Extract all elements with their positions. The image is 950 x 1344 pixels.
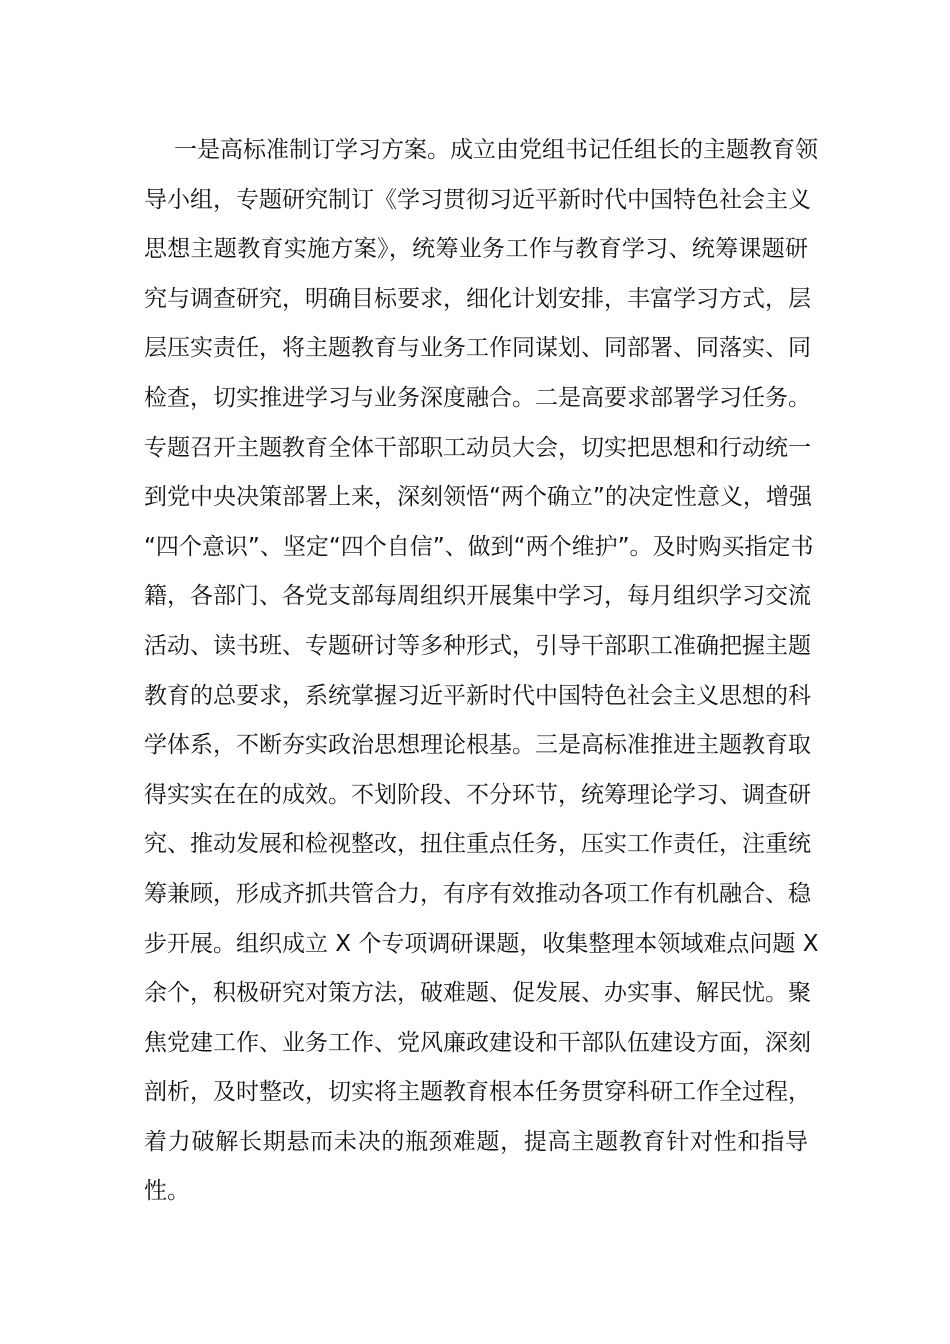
paragraph-line: 思想主题教育实施方案》，统筹业务工作与教育学习、统筹课题研 <box>144 236 808 263</box>
paragraph-line: 焦党建工作、业务工作、党风廉政建设和干部队伍建设方面，深刻 <box>144 1029 811 1056</box>
paragraph-line: 检查，切实推进学习与业务深度融合。二是高要求部署学习任务。 <box>144 384 811 411</box>
paragraph-line: 活动、读书班、专题研讨等多种形式，引导干部职工准确把握主题 <box>144 632 811 659</box>
paragraph-line: 到党中央决策部署上来，深刻领悟“两个确立”的决定性意义，增强 <box>144 484 812 511</box>
paragraph-line: “四个意识”、坚定“四个自信”、做到“两个维护”。及时购买指定书 <box>144 533 814 560</box>
paragraph-line: 教育的总要求，系统掌握习近平新时代中国特色社会主义思想的科 <box>144 682 811 709</box>
paragraph-line: 导小组，专题研究制订《学习贯彻习近平新时代中国特色社会主义 <box>144 186 811 213</box>
paragraph-line: 专题召开主题教育全体干部职工动员大会，切实把思想和行动统一 <box>144 434 811 461</box>
paragraph-line: 得实实在在的成效。不划阶段、不分环节，统筹理论学习、调查研 <box>144 781 811 808</box>
paragraph-line: 究、推动发展和检视整改，扭住重点任务，压实工作责任，注重统 <box>144 831 811 858</box>
paragraph-line: 究与调查研究，明确目标要求，细化计划安排，丰富学习方式，层 <box>144 285 811 312</box>
paragraph-line: 性。 <box>144 1178 190 1205</box>
paragraph-line: 籍，各部门、各党支部每周组织开展集中学习，每月组织学习交流 <box>144 583 811 610</box>
paragraph-line: 筹兼顾，形成齐抓共管合力，有序有效推动各项工作有机融合、稳 <box>144 880 811 907</box>
paragraph-line: 步开展。组织成立 X 个专项调研课题，收集整理本领域难点问题 X <box>144 930 819 957</box>
body-paragraph <box>144 126 819 1217</box>
paragraph-line: 剖析，及时整改，切实将主题教育根本任务贯穿科研工作全过程， <box>144 1079 811 1106</box>
paragraph-line: 着力破解长期悬而未决的瓶颈难题，提高主题教育针对性和指导 <box>144 1128 808 1155</box>
paragraph-line: 余个，积极研究对策方法，破难题、促发展、办实事、解民忧。聚 <box>144 980 811 1007</box>
paragraph-line: 学体系，不断夯实政治思想理论根基。三是高标准推进主题教育取 <box>144 732 811 759</box>
paragraph-line: 层压实责任，将主题教育与业务工作同谋划、同部署、同落实、同 <box>144 335 811 362</box>
paragraph-line: 一是高标准制订学习方案。成立由党组书记任组长的主题教育领 <box>174 137 818 163</box>
